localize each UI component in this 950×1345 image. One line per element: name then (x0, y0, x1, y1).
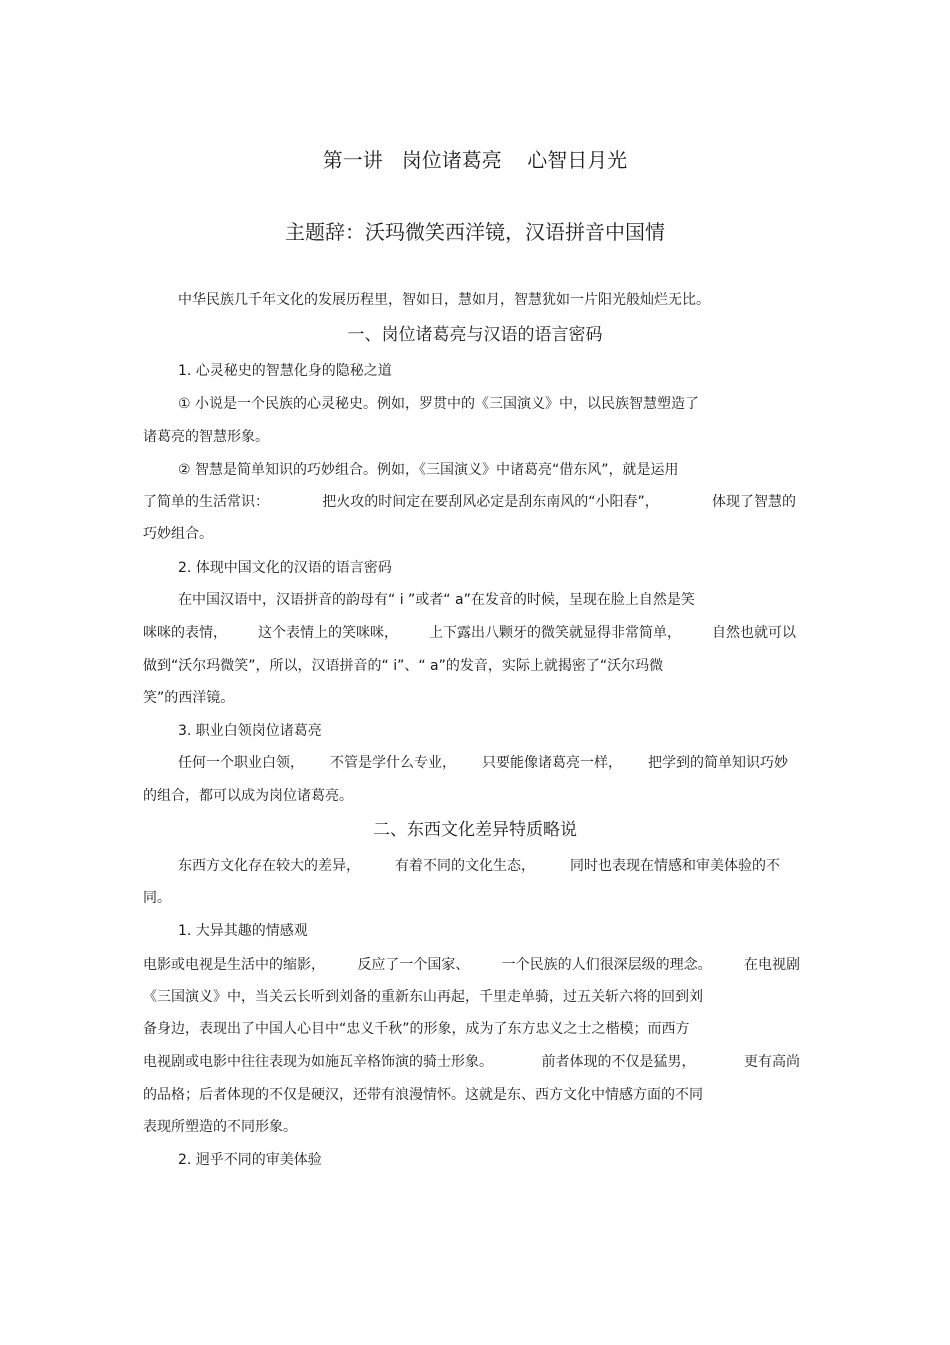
section-2-item-2-title: 2. 迥乎不同的审美体验 (178, 1152, 322, 1168)
text-run: 上下露出八颗牙的微笑就显得非常简单， (429, 625, 681, 641)
text-run: 把火攻的时间定在要刮风必定是刮东南风的“小阳春”， (322, 494, 659, 510)
text-run: 了简单的生活常识： (143, 494, 269, 510)
paragraph-line (178, 856, 780, 876)
paragraph-line: 做到“沃尔玛微笑”，所以，汉语拼音的“ i”、“ a”的发音，实际上就揭密了“沃尔玛微 (143, 658, 664, 674)
paragraph-line: 巧妙组合。 (143, 526, 213, 542)
intro-paragraph: 中华民族几千年文化的发展历程里，智如日，慧如月，智慧犹如一片阳光般灿烂无比。 (178, 292, 710, 308)
section-1-item-1-title: 1. 心灵秘史的智慧化身的隐秘之道 (178, 363, 392, 379)
page-subtitle: 主题辞：沃玛微笑西洋镜，汉语拼音中国情 (285, 220, 665, 244)
text-run: 咪咪的表情， (143, 625, 227, 641)
text-run: 只要能像诸葛亮一样， (482, 755, 622, 771)
page-title: 第一讲 岗位诸葛亮 心智日月光 (322, 148, 628, 172)
paragraph-line: 笑”的西洋镜。 (143, 690, 235, 706)
text-run: 一个民族的人们很深层级的理念。 (501, 957, 712, 973)
text-run: 不管是学什么专业， (330, 755, 456, 771)
paragraph-line: 同。 (143, 890, 171, 906)
text-run: 把学到的简单知识巧妙 (648, 755, 788, 771)
text-run: 电影或电视是生活中的缩影， (143, 957, 325, 973)
section-1-item-3-title: 3. 职业白领岗位诸葛亮 (178, 723, 322, 739)
text-run: 自然也就可以 (712, 625, 796, 641)
paragraph-line (178, 753, 788, 773)
text-run: 反应了一个国家、 (357, 957, 470, 973)
paragraph-line: 的品格；后者体现的不仅是硬汉，还带有浪漫情怀。这就是东、西方文化中情感方面的不同 (143, 1087, 703, 1103)
paragraph-line: 诸葛亮的智慧形象。 (143, 429, 269, 445)
paragraph-line: ② 智慧是简单知识的巧妙组合。例如，《三国演义》中诸葛亮“借东风”，就是运用 (178, 462, 679, 478)
paragraph-line: 备身边，表现出了中国人心目中“忠义千秋”的形象，成为了东方忠义之士之楷模；而西方 (143, 1021, 690, 1037)
paragraph-line: 表现所塑造的不同形象。 (143, 1119, 297, 1135)
text-run: 任何一个职业白领， (178, 755, 304, 771)
text-run: 有着不同的文化生态， (395, 858, 535, 874)
section-1-heading: 一、岗位诸葛亮与汉语的语言密码 (347, 325, 603, 345)
paragraph-line: 在中国汉语中，汉语拼音的韵母有“ i ”或者“ a”在发音的时候，呈现在脸上自然是笑 (178, 592, 695, 608)
paragraph-line: ① 小说是一个民族的心灵秘史。例如，罗贯中的《三国演义》中，以民族智慧塑造了 (178, 396, 699, 412)
text-run: 在电视剧 (743, 957, 800, 973)
text-run: 电视剧或电影中往往表现为如施瓦辛格饰演的骑士形象。 (143, 1054, 493, 1070)
section-2-item-1-title: 1. 大异其趣的情感观 (178, 923, 308, 939)
paragraph-line (143, 1052, 800, 1072)
paragraph-line: 的组合，都可以成为岗位诸葛亮。 (143, 788, 353, 804)
text-run: 同时也表现在情感和审美体验的不 (570, 858, 780, 874)
text-run: 体现了智慧的 (711, 494, 796, 510)
text-run: 更有高尚 (744, 1054, 800, 1070)
paragraph-line (143, 623, 796, 643)
section-2-heading: 二、东西文化差异特质略说 (373, 820, 577, 840)
text-run: 这个表情上的笑咪咪， (258, 625, 398, 641)
text-run: 前者体现的不仅是猛男， (541, 1054, 696, 1070)
paragraph-line (143, 955, 800, 975)
paragraph-line: 《三国演义》中，当关云长听到刘备的重新东山再起，千里走单骑，过五关斩六将的回到刘 (143, 989, 703, 1005)
section-1-item-2-title: 2. 体现中国文化的汉语的语言密码 (178, 560, 392, 576)
paragraph-line (143, 492, 796, 512)
text-run: 东西方文化存在较大的差异， (178, 858, 360, 874)
